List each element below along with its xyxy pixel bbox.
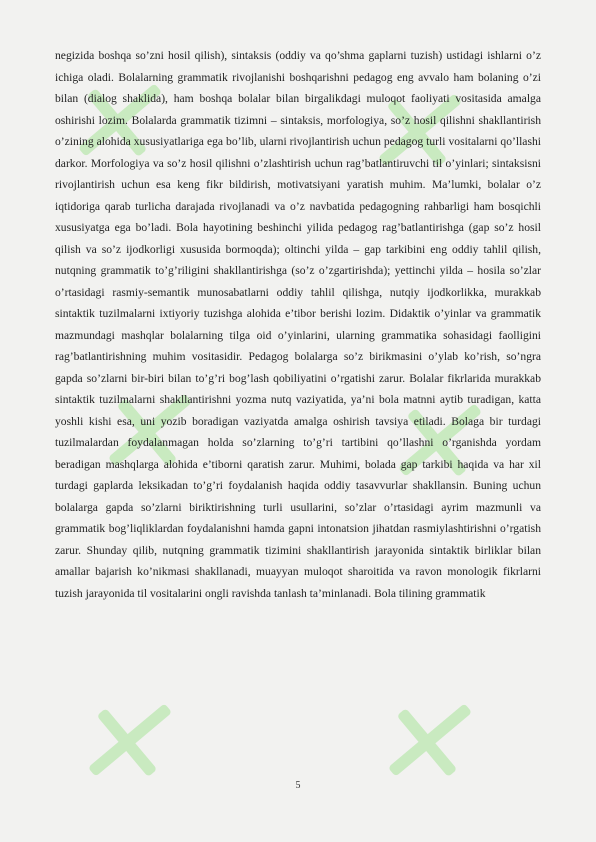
page-number: 5: [295, 780, 301, 791]
body-paragraph: negizida boshqa so’zni hosil qilish), sintaksis (oddiy va qo’shma gaplarni tuzish) ustidagi ishlarni o’z ichiga oladi. Bolalarning grammatik rivojlanishi boshqarishni pedagog eng avvalo ham bolaning o’zi bilan (dialog shaklida), ham boshqa bolalar bilan birgalikdagi muloqot faoliyati vositasida amalga oshirishi lozim. Bolalarda grammatik tizimni – sintaksis, morfologiya, so’z hosil qilishni shakllantirish o’zining alohida xususiyatlariga ega bo’lib, ularni rivojlantirish uchun pedagog turli vositalarni qo’llashi darkor. Morfologiya va so’z hosil qilishni o’zlashtirish uchun rag’batlantiruvchi til o’yinlari; sintaksisni rivojlantirish uchun esa keng fikr bildirish, motivatsiyani yaratish muhim. Ma’lumki, bolalar o’z iqtidoriga qarab turlicha darajada rivojlanadi va o’z navbatida pedagogning rahbarligi ham bosqichli xususiyatga ega bo’ladi. Bola hayotining beshinchi yilida pedagog rag’batlantirishga (gap so’z hosil qilish va so’z ijodkorligi xususida bormoqda); oltinchi yilda – gap tarkibini eng oddiy tahlil qilish, nutqning grammatik to’g’riligini shakllantirishga (so’z o’zgartirishda); yettinchi yilda – hosila so’zlar o’rtasidagi rasmiy-semantik munosabatlarni oddiy tahlil qilishga, nutqiy ijodkorlikka, murakkab sintaktik tuzilmalarni ixtiyoriy tuzishga alohida e’tibor berishi lozim. Didaktik o’yinlar va grammatik mazmundagi mashqlar bolalarning tilga oid o’yinlarini, ularning grammatika sohasidagi faolligini rag’batlantirishning muhim vositasidir. Pedagog bolalarga so’z birikmasini o’ylab ko’rish, so’ngra gapda so’zlarni bir-biri bilan to’g’ri bog’lash qobiliyatini o’rgatishi zarur. Bolalar fikrlarida murakkab sintaktik tuzilmalarni shakllantirishni yozma nutq vaziyatida, ya’ni bola matnni aytib turadigan, katta yoshli kishi esa, uni yozib boradigan vaziyatda amalga oshirish tavsiya etiladi. Bolaga bir turdagi tuzilmalardan foydalanmagan holda so’zlarning to’g’ri tartibini qo’llashni o’rganishda yordam beradigan mashqlarga alohida e’tiborni qaratish zarur. Muhimi, bolada gap tarkibi haqida va har xil turdagi gaplarda leksikadan to’g’ri foydalanish haqida oddiy tasavvurlar shakllansin. Buning uchun bolalarga gapda so’zlarni biriktirishning turli usullarini, so’zlar o’rtasidagi ayrim mazmunli va grammatik bog’liqliklardan foydalanishni hamda gapni intonatsion jihatdan rasmiylashtirishni o’rgatish zarur. Shunday qilib, nutqning grammatik tizimini shakllantirish jarayonida sintaktik birliklar bilan amallar bajarish ko’nikmasi shakllanadi, muayyan muloqot sharoitida va ravon monologik fikrlarni tuzish jarayonida til vositalarini ongli ravishda tanlash ta’minlanadi. Bola tilining grammatik: [55, 49, 541, 600]
